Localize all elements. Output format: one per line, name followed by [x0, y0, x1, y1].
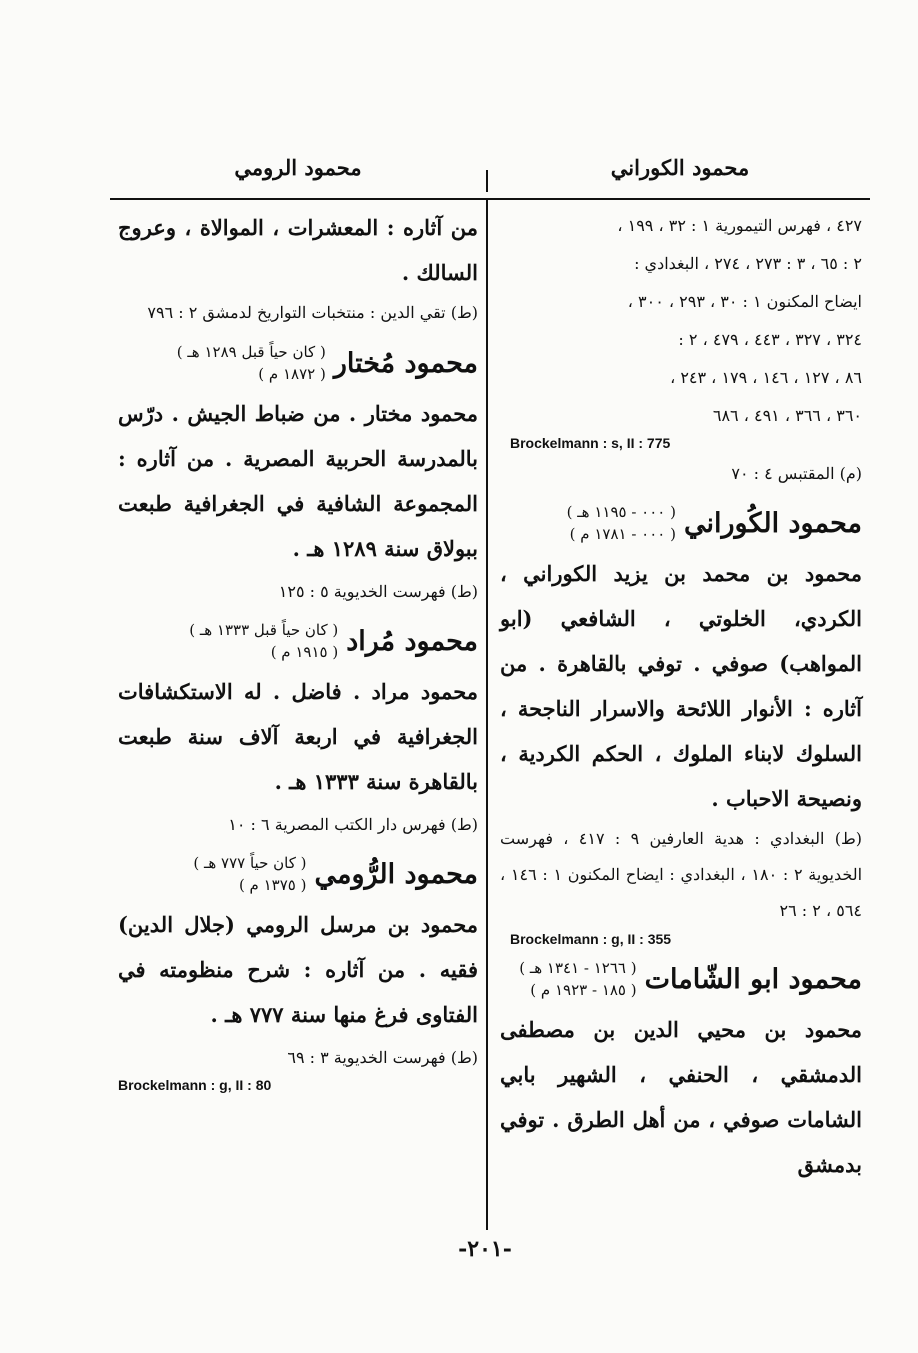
latin-reference: Brockelmann : g, II : 80: [118, 1077, 272, 1093]
continuation-text: من آثاره : المعشرات ، الموالاة ، وعروج السالك .: [118, 215, 478, 285]
entry-dates-hijri: ( ١٢٦٦ - ١٣٤١ هـ ): [519, 959, 637, 977]
entry-heading: [500, 957, 862, 1001]
continuation-line: ٣٦٠ ، ٣٦٦ ، ٤٩١ ، ٦٨٦: [712, 406, 862, 425]
column-rule: [486, 200, 488, 1230]
continuation-line: ٤٢٧ ، فهرس التيمورية ١ : ٣٢ ، ١٩٩ ،: [617, 216, 862, 235]
entry-dates-hijri: ( كان حياً قبل ١٣٣٣ هـ ): [189, 621, 339, 639]
entry-name: محمود الرُّومي: [314, 858, 478, 890]
entry-heading: [118, 852, 478, 896]
latin-reference: Brockelmann : g, II : 355: [510, 931, 672, 947]
left-column: [118, 205, 478, 1099]
entry-dates: [189, 619, 338, 663]
entry-dates: [193, 852, 306, 896]
entry-dates-gregorian: ( ١٨٥ - ١٩٢٣ م ): [530, 981, 637, 999]
entry-dates-gregorian: ( ١٨٧٢ م ): [258, 365, 326, 383]
header-rule: [110, 198, 870, 200]
continuation-line: ايضاح المكنون ١ : ٣٠ ، ٢٩٣ ، ٣٠٠ ،: [627, 292, 862, 311]
entry-body: محمود بن محمد بن يزيد الكوراني ، الكردي، الخلوتي ، الشافعي (ابو المواهب) صوفي . توفي بالقاهرة . من آثاره : الأنوار اللائحة والاسرار الناجحة ، السلوك لابناء الملوك ، الحكم الكردية ، ونصيحة الاحباب .: [500, 561, 862, 811]
entry-references: (ط) البغدادي : هدية العارفين ٩ : ٤١٧ ، فهرست الخديوية ٢ : ١٨٠ ، البغدادي : ايضاح المكنون ١ : ١٤٦ ، ٥٦٤ ، ٢ : ٢٦: [500, 829, 863, 920]
running-head-left: محمود الرومي: [234, 155, 362, 180]
entry-dates: [177, 341, 326, 385]
entry-dates-hijri: ( كان حياً ٧٧٧ هـ ): [193, 854, 307, 872]
header-separator: [486, 170, 488, 192]
reference-line: (ط) فهرست الخديوية ٥ : ١٢٥: [278, 582, 478, 601]
entry-body: محمود بن محيي الدين بن مصطفى الدمشقي ، الحنفي ، الشهير بابي الشامات صوفي ، من أهل الطرق . توفي بدمشق: [500, 1017, 862, 1177]
continuation-line: ٨٦ ، ١٢٧ ، ١٤٦ ، ١٧٩ ، ٢٤٣ ،: [670, 368, 862, 387]
entry-dates-hijri: ( كان حياً قبل ١٢٨٩ هـ ): [176, 343, 326, 361]
entry-heading: [118, 619, 478, 663]
continuation-line: ٣٢٤ ، ٣٢٧ ، ٤٤٣ ، ٤٧٩ ، ٢ :: [678, 330, 862, 349]
entry-body: محمود بن مرسل الرومي (جلال الدين) فقيه . من آثاره : شرح منظومته في الفتاوى فرغ منها سنة ٧٧٧ هـ .: [118, 912, 478, 1027]
entry-name: محمود مُراد: [346, 625, 478, 657]
reference-line: (م) المقتبس ٤ : ٧٠: [731, 464, 862, 483]
page-number: -٢٠١-: [458, 1236, 512, 1262]
entry-heading: [500, 501, 862, 545]
entry-dates-gregorian: ( ١٣٧٥ م ): [238, 876, 307, 894]
reference-line: (ط) فهرست الخديوية ٣ : ٦٩: [287, 1048, 478, 1067]
entry-dates: [567, 501, 676, 545]
latin-reference: Brockelmann : s, II : 775: [510, 435, 671, 451]
entry-name: محمود الكُوراني: [683, 507, 862, 539]
entry-body: محمود مختار . من ضباط الجيش . درّس بالمدرسة الحربية المصرية . من آثاره : المجموعة الشافية في الجغرافية طبعت ببولاق سنة ١٢٨٩ هـ .: [118, 401, 478, 561]
reference-line: (ط) فهرس دار الكتب المصرية ٦ : ١٠: [228, 815, 478, 834]
entry-dates-gregorian: ( ١٩١٥ م ): [270, 643, 339, 661]
entry-dates-hijri: ( ٠٠٠ - ١١٩٥ هـ ): [566, 503, 676, 521]
running-head-right: محمود الكوراني: [610, 155, 750, 180]
entry-heading: [118, 341, 478, 385]
entry-name: محمود ابو الشّامات: [644, 963, 862, 995]
entry-body: محمود مراد . فاضل . له الاستكشافات الجغرافية في اربعة آلاف سنة طبعت بالقاهرة سنة ١٣٣٣ هـ .: [118, 679, 478, 794]
reference-line: (ط) تقي الدين : منتخبات التواريخ لدمشق ٢ : ٧٩٦: [147, 303, 478, 322]
entry-dates-gregorian: ( ٠٠٠ - ١٧٨١ م ): [569, 525, 676, 543]
entry-name: محمود مُختار: [333, 347, 478, 379]
entry-dates: [519, 957, 636, 1001]
right-column: [500, 205, 862, 1187]
continuation-line: ٢ : ٦٥ ، ٣ : ٢٧٣ ، ٢٧٤ ، البغدادي :: [634, 254, 862, 273]
